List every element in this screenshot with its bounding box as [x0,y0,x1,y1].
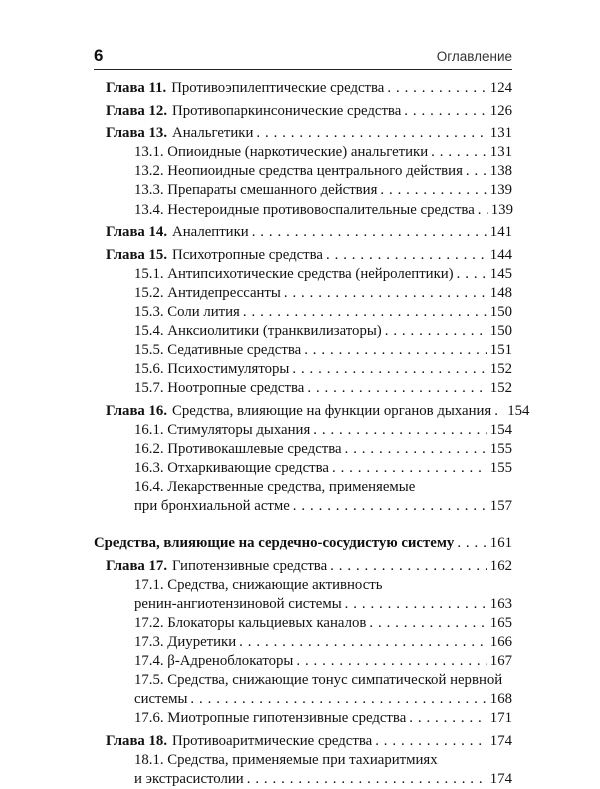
toc-entry [134,265,512,284]
toc-chapter-line [0,732,600,751]
toc-part-line [0,534,600,553]
toc-page-number: 161 [489,535,512,552]
toc-entry [134,709,512,728]
dot-leader [293,497,487,516]
toc-chapter-line [0,79,600,98]
dot-leader [332,459,487,478]
toc-entry [134,652,512,671]
dot-leader [431,143,487,162]
toc-section-line [0,284,600,303]
toc-chapter-line [0,124,600,143]
toc-chapter-title: Противоэпилептические средства [171,80,385,96]
dot-leader [387,79,486,98]
toc-section-title: 15.5. Седативные средства [134,342,302,359]
toc-entry [106,79,512,98]
toc-page-number: 174 [489,770,512,787]
toc-chapter-title: Анальгетики [172,125,254,142]
toc-chapter-title: Противоаритмические средства [172,732,373,749]
toc-chapter-line [0,402,600,421]
toc-section-line [0,459,600,478]
toc-section-title: 17.4. β-Адреноблокаторы [134,653,294,669]
toc-page-number: 150 [489,323,512,339]
toc-page-number: 139 [489,182,512,199]
toc-entry [134,421,512,440]
toc-section-line [0,478,600,497]
toc-page-number: 165 [489,614,512,631]
toc-section-line [0,421,600,440]
toc-entry [134,303,512,322]
dot-leader [457,265,487,284]
toc-section-line [0,614,600,633]
toc-entry [106,557,512,576]
toc-section-line [0,360,600,379]
toc-entry [134,459,512,478]
toc-chapter-label: Глава 15. [106,246,168,263]
toc-entry [134,497,512,516]
toc-entry [134,633,512,652]
toc-section-title: 15.6. Психостимуляторы [134,361,290,378]
toc-section-line [0,440,600,459]
toc-entry [134,440,512,459]
running-head: Оглавление [436,49,512,64]
toc-entry [106,102,512,121]
toc-page-number: 155 [489,440,512,457]
toc-section-title: 15.3. Соли лития [134,303,240,320]
toc-section-line [0,497,600,516]
toc-page-number: 157 [489,498,512,515]
toc-entry [106,246,512,265]
toc-page-number: 131 [489,144,512,161]
toc-section-title: 18.1. Средства, применяемые при тахиаритмиях [134,751,438,768]
toc-page-number: 148 [489,284,512,301]
toc-section-title: 15.1. Антипсихотические средства (нейролептики) [134,265,454,282]
toc-section-title: 15.2. Антидепрессанты [134,284,281,301]
toc-page-number: 151 [489,342,512,359]
toc-chapter-label: Глава 11. [106,80,167,96]
dot-leader [243,303,487,322]
toc-entry [106,124,512,143]
toc-chapter-title: Противопаркинсонические средства [172,102,402,119]
toc-part-title: Средства, влияющие на сердечно-сосудистую систему [94,535,455,552]
toc-entry [134,341,512,360]
toc-section-line [0,576,600,595]
toc-section-title: системы [134,691,188,708]
toc-page-number: 152 [489,361,512,378]
toc-chapter-line [0,223,600,242]
toc-section-title: 13.4. Нестероидные противовоспалительные средства [134,201,475,218]
toc-section-title: 13.3. Препараты смешанного действия [134,182,378,199]
toc-section-line [0,322,600,341]
dot-leader [457,534,486,553]
toc-entry [134,201,512,220]
toc-section-line [0,633,600,652]
toc-section-line [0,770,600,789]
toc-entry [134,322,512,341]
dot-leader [385,322,487,341]
toc-chapter-title: Аналептики [172,224,249,241]
dot-leader [404,102,487,121]
dot-leader [478,201,488,220]
toc-section-line [0,162,600,181]
toc-entry [134,143,512,162]
toc-page-number: 131 [489,125,512,142]
toc-section-line [0,303,600,322]
toc-section-line [0,379,600,398]
toc-chapter-title: Психотропные средства [172,246,323,263]
toc-section-title: 17.3. Диуретики [134,633,237,650]
toc-page-number: 145 [489,265,512,282]
toc-section-line [0,595,600,614]
toc-section-title: ренин-ангиотензиновой системы [134,595,342,612]
toc-section-title: 17.6. Миотропные гипотензивные средства [134,710,407,727]
toc-page-number: 171 [489,710,512,727]
toc-section-line [0,341,600,360]
dot-leader [239,633,487,652]
toc-page-number: 167 [489,653,512,669]
toc-entry [106,732,512,751]
toc-entry [94,534,512,553]
toc-page-number: 126 [489,102,512,119]
header-rule [94,69,512,70]
toc-section-line [0,709,600,728]
toc-entry [134,162,512,181]
dot-leader [190,690,486,709]
toc-section-title: при бронхиальной астме [134,498,290,515]
toc-section-line [0,652,600,671]
toc-section-line [0,143,600,162]
toc-section-title: 16.3. Отхаркивающие средства [134,459,329,476]
toc-section-line [0,671,600,690]
toc-entry [134,614,512,633]
toc-page-number: 166 [489,633,512,650]
toc-section-title: и экстрасистолии [134,770,244,787]
dot-leader [345,440,487,459]
page-number: 6 [94,46,104,65]
dot-leader [409,709,487,728]
toc-page-number: 162 [489,557,512,574]
toc-section-line [0,690,600,709]
dot-leader [345,595,487,614]
toc-entry [134,595,512,614]
toc-chapter-title: Гипотензивные средства [172,557,328,574]
toc-page-number: 155 [489,459,512,476]
toc-page-number: 168 [489,691,512,708]
toc-page-number: 154 [489,421,512,438]
toc-chapter-label: Глава 14. [106,224,168,241]
toc-chapter-label: Глава 12. [106,102,168,119]
toc-section-title: 15.4. Анксиолитики (транквилизаторы) [134,323,382,339]
toc-page-number: 163 [489,595,512,612]
toc-section-line [0,751,600,770]
toc-entry [134,690,512,709]
dot-leader [304,341,487,360]
toc-chapter-line [0,102,600,121]
toc-section-title: 13.1. Опиоидные (наркотические) анальгетики [134,144,429,161]
toc-chapter-label: Глава 13. [106,125,168,142]
toc-entry [134,360,512,379]
toc-chapter-line [0,246,600,265]
toc-page-number: 154 [507,402,530,419]
toc-entry [134,284,512,303]
toc-section-line [0,181,600,200]
toc-section-title: 17.2. Блокаторы кальциевых каналов [134,614,367,631]
toc-section-title: 17.1. Средства, снижающие активность [134,576,383,593]
toc-chapter-label: Глава 18. [106,732,168,749]
toc-section-title: 13.2. Неопиоидные средства центрального действия [134,163,463,180]
toc-page-number: 139 [490,201,513,218]
toc-page-number: 174 [489,732,512,749]
toc-page-number: 150 [489,303,512,320]
toc-section-title: 16.1. Стимуляторы дыхания [134,421,311,438]
toc-section-title: 17.5. Средства, снижающие тонус симпатической нервной [134,672,503,689]
toc-page-number: 141 [489,224,512,241]
dot-leader [375,732,487,751]
dot-leader [466,162,487,181]
toc-section-title: 16.4. Лекарственные средства, применяемые [134,479,416,495]
dot-leader [252,223,487,242]
toc-section-line [0,265,600,284]
dot-leader [284,284,487,303]
dot-leader [330,557,487,576]
toc-page-number: 124 [489,80,512,96]
dot-leader [296,652,486,671]
toc-page-number: 144 [489,246,512,263]
toc-chapter-label: Глава 17. [106,557,168,574]
dot-leader [380,181,486,200]
dot-leader [494,402,504,421]
dot-leader [369,614,486,633]
toc-entry [134,770,512,789]
dot-leader [247,770,487,789]
dot-leader [292,360,486,379]
toc-page-number: 138 [489,163,512,180]
toc-entry [134,181,512,200]
toc-entry [134,379,512,398]
toc-page-number: 152 [489,380,512,397]
dot-leader [313,421,487,440]
dot-leader [256,124,486,143]
dot-leader [326,246,487,265]
dot-leader [307,379,486,398]
toc-entry [106,223,512,242]
toc-chapter-title: Средства, влияющие на функции органов дыхания [172,402,492,419]
toc-chapter-line [0,557,600,576]
toc-section-title: 15.7. Ноотропные средства [134,380,305,397]
toc-section-line [0,201,600,220]
toc-entry [106,402,530,421]
toc-chapter-label: Глава 16. [106,402,168,419]
toc-section-title: 16.2. Противокашлевые средства [134,440,342,457]
